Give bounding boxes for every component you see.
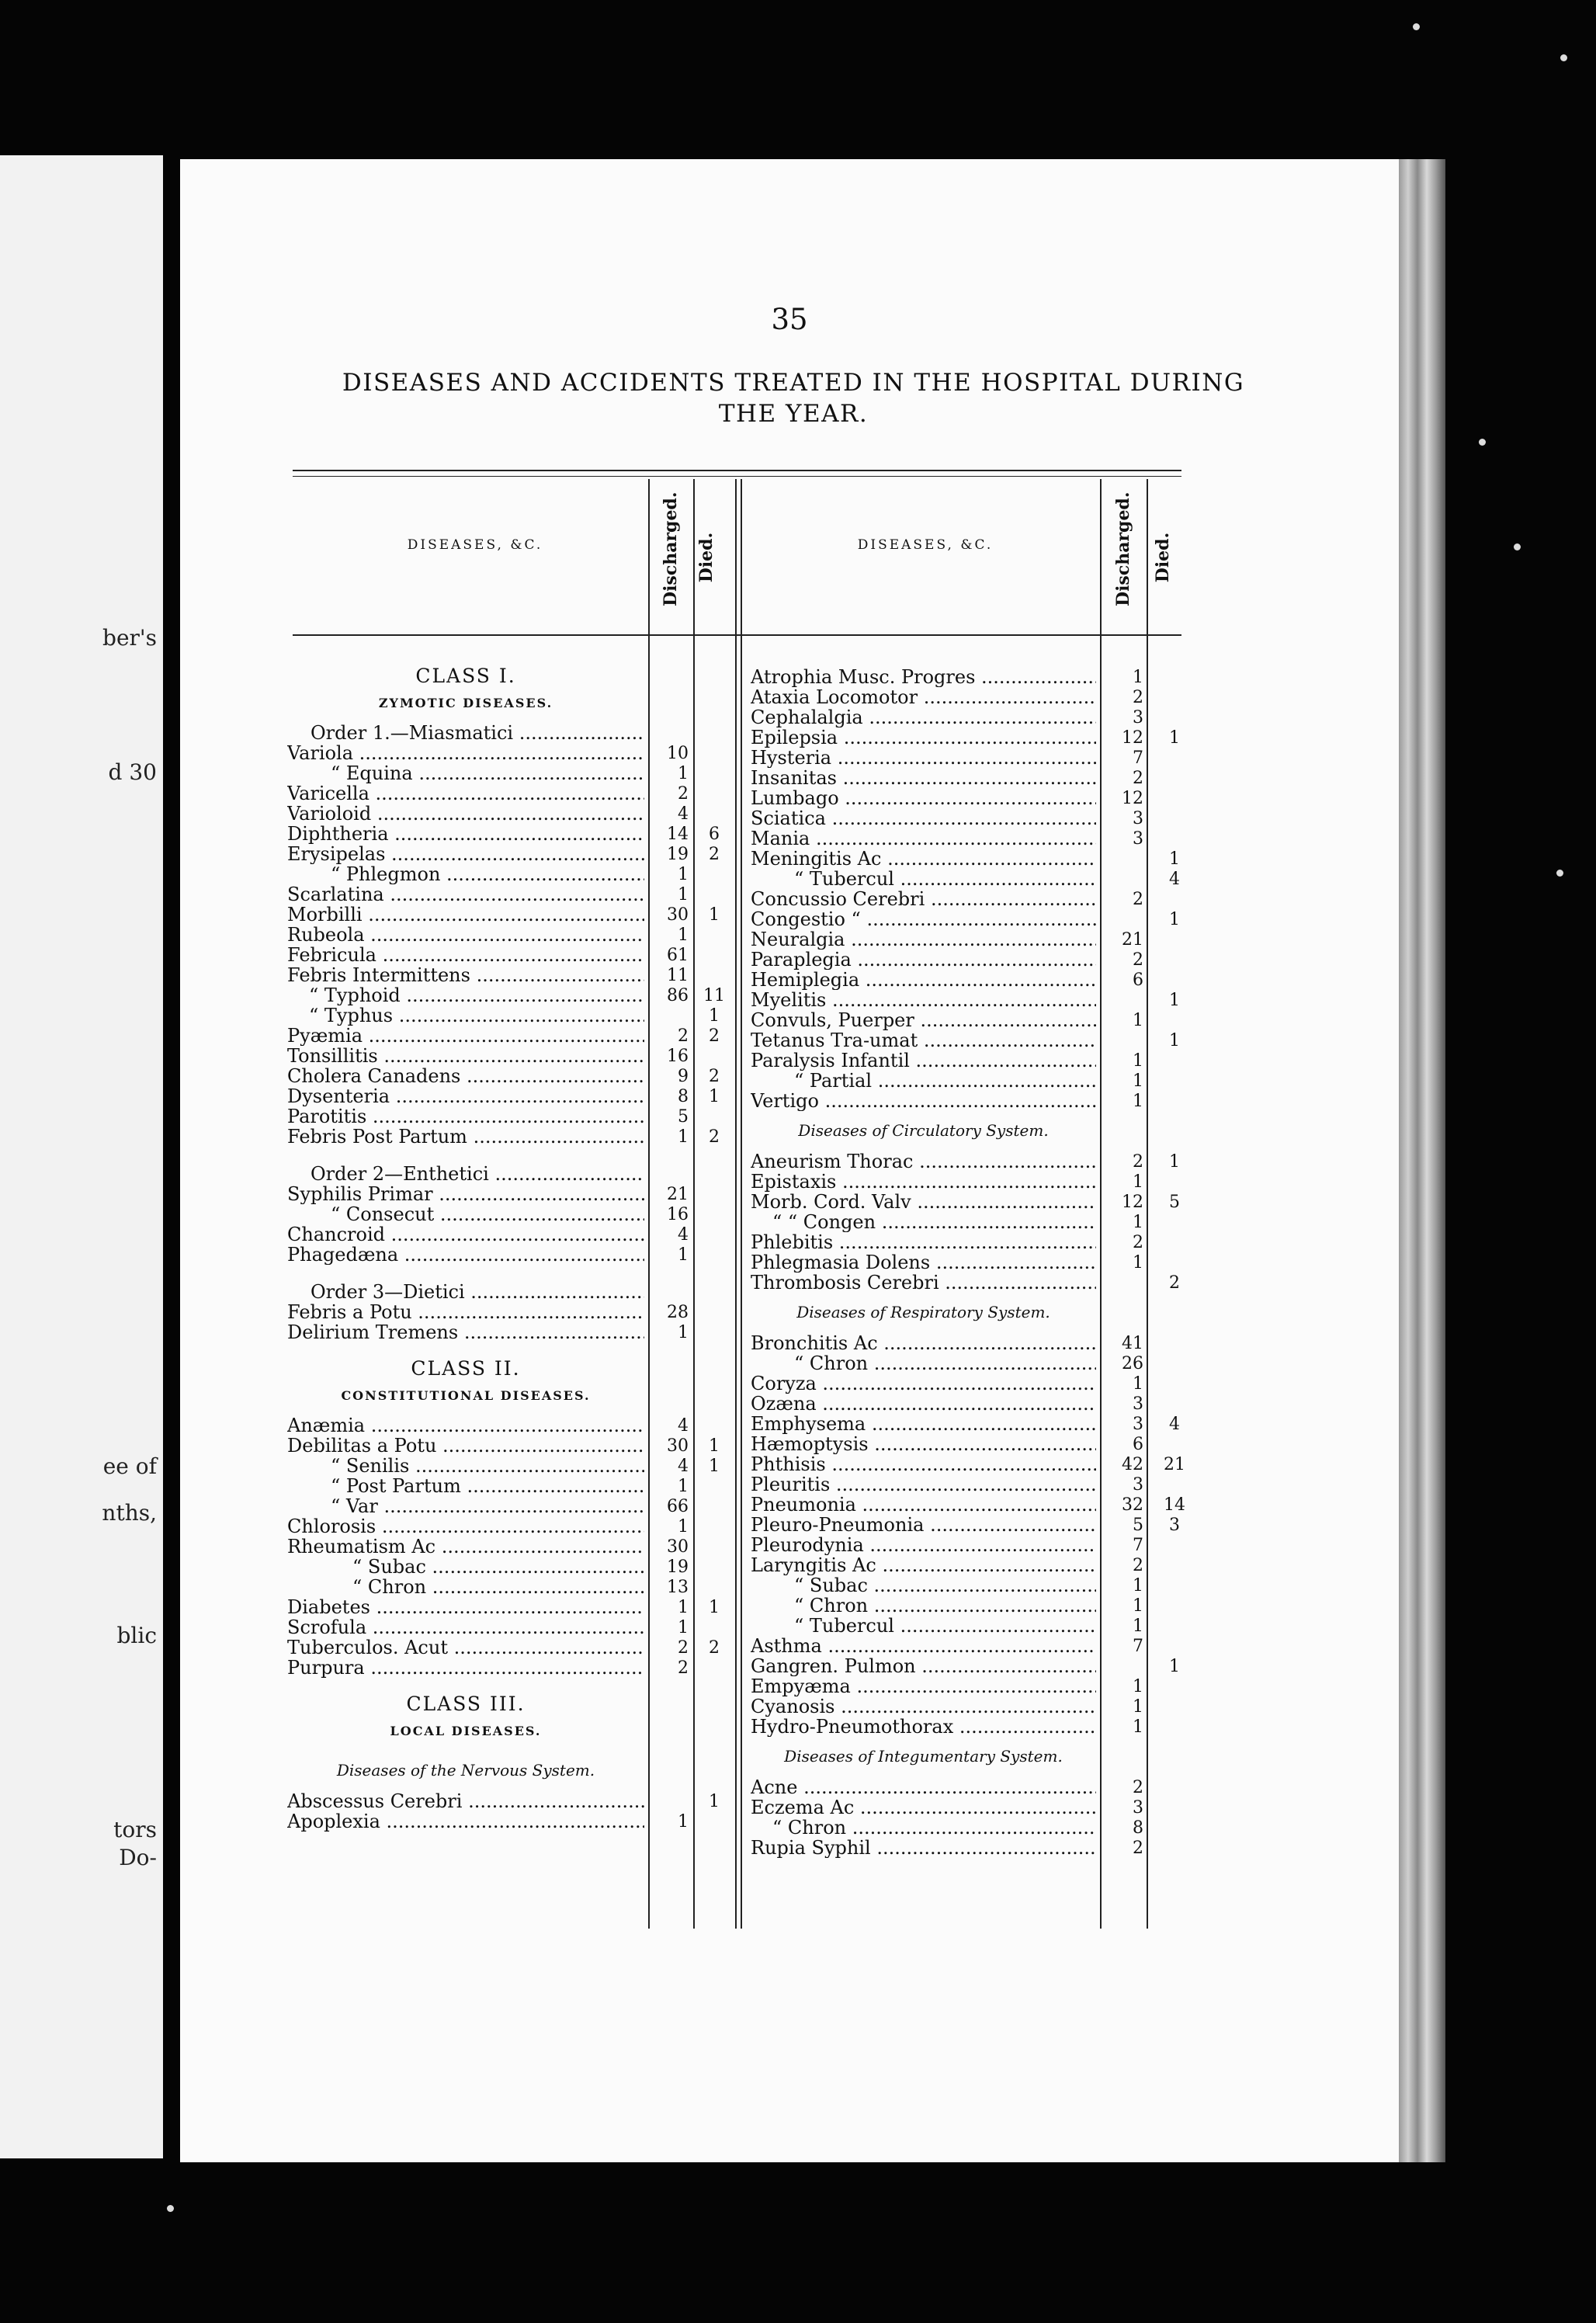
discharged-count: 1 xyxy=(678,1618,689,1637)
disease-name: Hæmoptysis ..... xyxy=(751,1435,1096,1454)
died-count: 1 xyxy=(709,1792,720,1811)
disease-name: Lumbago ..... xyxy=(751,789,1096,808)
discharged-count: 1 xyxy=(1133,1092,1143,1111)
discharged-count: 1 xyxy=(678,1127,689,1147)
discharged-count: 1 xyxy=(678,885,689,905)
discharged-count: 3 xyxy=(1133,708,1143,727)
died-count: 14 xyxy=(1164,1495,1185,1515)
disease-name: Febris a Potu ..... xyxy=(287,1303,644,1322)
discharged-count: 8 xyxy=(678,1087,689,1106)
discharged-count: 30 xyxy=(667,1436,689,1456)
disease-name: “ Typhus ..... xyxy=(309,1006,644,1026)
discharged-count: 16 xyxy=(667,1205,689,1224)
discharged-count: 1 xyxy=(678,1323,689,1342)
discharged-count: 16 xyxy=(667,1047,689,1066)
disease-name: Parotitis ..... xyxy=(287,1107,644,1127)
discharged-count: 2 xyxy=(678,1638,689,1658)
disease-name: Rheumatism Ac ..... xyxy=(287,1537,644,1557)
discharged-count: 1 xyxy=(1133,1697,1143,1717)
class-subheading: CONSTITUTIONAL DISEASES. xyxy=(341,1388,591,1403)
class-heading: CLASS III. xyxy=(406,1693,526,1715)
disease-name: “ Phlegmon ..... xyxy=(331,865,644,884)
left-page-fragment xyxy=(0,155,163,2158)
disease-name: Tetanus Tra-umat ..... xyxy=(751,1031,1096,1050)
died-header-left: Died. xyxy=(696,532,716,583)
discharged-count: 1 xyxy=(678,1245,689,1265)
discharged-count: 1 xyxy=(1133,1071,1143,1091)
died-count: 6 xyxy=(709,825,720,844)
discharged-count: 1 xyxy=(678,1598,689,1617)
page-number: 35 xyxy=(771,303,808,336)
disease-name: Dysenteria ..... xyxy=(287,1087,644,1106)
discharged-count: 1 xyxy=(1133,1253,1143,1273)
discharged-count: 1 xyxy=(1133,1576,1143,1596)
dust-speck xyxy=(1556,870,1563,877)
disease-name: Bronchitis Ac ..... xyxy=(751,1334,1096,1353)
disease-name: “ Senilis ..... xyxy=(331,1457,644,1476)
disease-name: Meningitis Ac ..... xyxy=(751,849,1096,869)
disease-name: Vertigo ..... xyxy=(751,1092,1096,1111)
section-heading: Diseases of Integumentary System. xyxy=(784,1747,1063,1766)
dust-speck xyxy=(1479,439,1486,446)
disease-name: Phlebitis ..... xyxy=(751,1233,1096,1252)
class-heading: CLASS II. xyxy=(411,1357,521,1380)
section-heading: Diseases of the Nervous System. xyxy=(336,1761,595,1780)
discharged-count: 8 xyxy=(1133,1818,1143,1838)
discharged-count: 11 xyxy=(667,966,689,985)
discharged-count: 19 xyxy=(667,845,689,864)
discharged-count: 6 xyxy=(1133,971,1143,990)
discharged-count: 9 xyxy=(678,1067,689,1086)
died-count: 1 xyxy=(1169,1152,1180,1172)
died-count: 2 xyxy=(709,1067,720,1086)
died-count: 1 xyxy=(709,1006,720,1026)
died-count: 1 xyxy=(1169,1657,1180,1676)
disease-name: Eczema Ac ..... xyxy=(751,1798,1096,1818)
died-count: 21 xyxy=(1164,1455,1185,1474)
disease-name: Pleuritis ..... xyxy=(751,1475,1096,1495)
page-edge xyxy=(1399,159,1445,2162)
dust-speck xyxy=(167,2205,174,2212)
disease-name: Paraplegia ..... xyxy=(751,950,1096,970)
discharged-count: 12 xyxy=(1122,789,1143,808)
discharged-count: 13 xyxy=(667,1578,689,1597)
died-count: 1 xyxy=(709,905,720,925)
discharged-count: 2 xyxy=(1133,890,1143,909)
disease-name: Gangren. Pulmon ..... xyxy=(751,1657,1096,1676)
disease-name: Phlegmasia Dolens ..... xyxy=(751,1253,1096,1273)
disease-name: Pneumonia ..... xyxy=(751,1495,1096,1515)
disease-name: Ozæna ..... xyxy=(751,1394,1096,1414)
left-page-text: ber's xyxy=(102,625,157,651)
discharged-count: 1 xyxy=(1133,1596,1143,1616)
disease-name: Erysipelas ..... xyxy=(287,845,644,864)
discharged-count: 10 xyxy=(667,744,689,763)
disease-name: Asthma ..... xyxy=(751,1637,1096,1656)
discharged-header-right: Discharged. xyxy=(1113,491,1133,606)
discharged-count: 3 xyxy=(1133,1394,1143,1414)
disease-name: “ Consecut ..... xyxy=(331,1205,644,1224)
disease-name: Diphtheria ..... xyxy=(287,825,644,844)
disease-name: Apoplexia ..... xyxy=(287,1812,644,1832)
disease-name: Order 3—Dietici ..... xyxy=(311,1283,644,1302)
discharged-count: 1 xyxy=(678,865,689,884)
discharged-count: 30 xyxy=(667,905,689,925)
title-line-2: THE YEAR. xyxy=(718,400,869,428)
disease-name: Febris Intermittens ..... xyxy=(287,966,644,985)
discharged-count: 19 xyxy=(667,1557,689,1577)
discharged-count: 2 xyxy=(678,1658,689,1678)
class-heading: CLASS I. xyxy=(415,665,516,687)
column-divider xyxy=(693,479,695,1929)
died-count: 5 xyxy=(1169,1193,1180,1212)
disease-name: “ Typhoid ..... xyxy=(309,986,644,1005)
left-page-text: tors xyxy=(113,1817,157,1842)
disease-name: Abscessus Cerebri ..... xyxy=(287,1792,644,1811)
disease-name: Hemiplegia ..... xyxy=(751,971,1096,990)
disease-name: Debilitas a Potu ..... xyxy=(287,1436,644,1456)
discharged-count: 7 xyxy=(1133,1637,1143,1656)
disease-name: Convuls, Puerper ..... xyxy=(751,1011,1096,1030)
document-page xyxy=(180,159,1399,2162)
title-line-1: DISEASES AND ACCIDENTS TREATED IN THE HOSPITAL DURING xyxy=(342,369,1245,397)
header-rule-bottom xyxy=(293,634,1181,636)
header-rule-top xyxy=(293,470,1181,471)
dust-speck xyxy=(1514,543,1521,550)
discharged-count: 2 xyxy=(678,784,689,804)
disease-name: Tonsillitis ..... xyxy=(287,1047,644,1066)
discharged-count: 1 xyxy=(1133,668,1143,687)
disease-name: Phthisis ..... xyxy=(751,1455,1096,1474)
disease-name: “ Post Partum ..... xyxy=(331,1477,644,1496)
disease-name: Febris Post Partum ..... xyxy=(287,1127,644,1147)
discharged-count: 3 xyxy=(1133,809,1143,828)
discharged-count: 66 xyxy=(667,1497,689,1516)
header-rule-top-2 xyxy=(293,476,1181,477)
died-count: 1 xyxy=(1169,1031,1180,1050)
discharged-count: 3 xyxy=(1133,1798,1143,1818)
died-count: 2 xyxy=(1169,1273,1180,1293)
died-count: 1 xyxy=(1169,728,1180,748)
disease-name: Cyanosis ..... xyxy=(751,1697,1096,1717)
disease-name: Atrophia Musc. Progres ..... xyxy=(751,668,1096,687)
discharged-count: 2 xyxy=(1133,950,1143,970)
discharged-count: 1 xyxy=(678,764,689,783)
diseases-header-left: DISEASES, &C. xyxy=(407,537,543,553)
disease-name: Laryngitis Ac ..... xyxy=(751,1556,1096,1575)
disease-name: Hydro-Pneumothorax ..... xyxy=(751,1717,1096,1737)
discharged-count: 26 xyxy=(1122,1354,1143,1373)
discharged-count: 5 xyxy=(678,1107,689,1127)
disease-name: Coryza ..... xyxy=(751,1374,1096,1394)
died-count: 2 xyxy=(709,1127,720,1147)
disease-name: “ Equina ..... xyxy=(331,764,644,783)
disease-name: Neuralgia ..... xyxy=(751,930,1096,950)
diseases-header-right: DISEASES, &C. xyxy=(857,537,994,553)
disease-name: “ Tubercul ..... xyxy=(794,870,1096,889)
died-count: 1 xyxy=(1169,910,1180,929)
discharged-count: 21 xyxy=(1122,930,1143,950)
died-count: 2 xyxy=(709,1638,720,1658)
disease-name: Pleurodynia ..... xyxy=(751,1536,1096,1555)
disease-name: Acne ..... xyxy=(751,1778,1096,1797)
section-heading: Diseases of Respiratory System. xyxy=(796,1303,1050,1321)
died-count: 11 xyxy=(703,986,725,1005)
disease-name: “ Var ..... xyxy=(331,1497,644,1516)
discharged-count: 1 xyxy=(678,925,689,945)
disease-name: Phagedæna ..... xyxy=(287,1245,644,1265)
discharged-count: 3 xyxy=(1133,829,1143,849)
discharged-count: 86 xyxy=(667,986,689,1005)
disease-name: Tuberculos. Acut ..... xyxy=(287,1638,644,1658)
died-count: 1 xyxy=(1169,991,1180,1010)
disease-name: Ataxia Locomotor ..... xyxy=(751,688,1096,707)
died-count: 4 xyxy=(1169,1415,1180,1434)
died-header-right: Died. xyxy=(1153,532,1173,583)
disease-name: “ Chron ..... xyxy=(772,1818,1096,1838)
disease-name: “ Subac ..... xyxy=(794,1576,1096,1596)
discharged-count: 14 xyxy=(667,825,689,844)
discharged-count: 1 xyxy=(1133,1717,1143,1737)
discharged-count: 12 xyxy=(1122,1193,1143,1212)
disease-name: “ “ Congen ..... xyxy=(772,1213,1096,1232)
disease-name: Scarlatina ..... xyxy=(287,885,644,905)
discharged-count: 3 xyxy=(1133,1415,1143,1434)
disease-name: Mania ..... xyxy=(751,829,1096,849)
discharged-count: 30 xyxy=(667,1537,689,1557)
left-page-text: d 30 xyxy=(108,759,157,785)
disease-name: Purpura ..... xyxy=(287,1658,644,1678)
disease-name: Pyæmia ..... xyxy=(287,1026,644,1046)
disease-name: “ Partial ..... xyxy=(794,1071,1096,1091)
discharged-count: 2 xyxy=(1133,1152,1143,1172)
discharged-count: 28 xyxy=(667,1303,689,1322)
disease-name: Cholera Canadens ..... xyxy=(287,1067,644,1086)
disease-name: Sciatica ..... xyxy=(751,809,1096,828)
discharged-count: 2 xyxy=(1133,1556,1143,1575)
died-count: 3 xyxy=(1169,1516,1180,1535)
disease-name: Syphilis Primar ..... xyxy=(287,1185,644,1204)
left-page-text: blic xyxy=(116,1623,157,1648)
discharged-count: 2 xyxy=(1133,1233,1143,1252)
died-count: 1 xyxy=(709,1457,720,1476)
disease-name: Morb. Cord. Valv ..... xyxy=(751,1193,1096,1212)
discharged-count: 12 xyxy=(1122,728,1143,748)
discharged-count: 2 xyxy=(678,1026,689,1046)
discharged-count: 1 xyxy=(678,1812,689,1832)
disease-name: Anæmia ..... xyxy=(287,1416,644,1436)
page-title xyxy=(289,367,1298,429)
disease-name: Delirium Tremens ..... xyxy=(287,1323,644,1342)
disease-name: Varicella ..... xyxy=(287,784,644,804)
disease-name: Emphysema ..... xyxy=(751,1415,1096,1434)
disease-name: “ Chron ..... xyxy=(352,1578,644,1597)
discharged-count: 3 xyxy=(1133,1475,1143,1495)
class-subheading: LOCAL DISEASES. xyxy=(390,1724,542,1738)
disease-name: Insanitas ..... xyxy=(751,769,1096,788)
disease-name: Hysteria ..... xyxy=(751,748,1096,768)
disease-name: Epistaxis ..... xyxy=(751,1172,1096,1192)
discharged-count: 1 xyxy=(1133,1374,1143,1394)
disease-name: Chlorosis ..... xyxy=(287,1517,644,1537)
discharged-count: 7 xyxy=(1133,748,1143,768)
disease-name: Congestio “ ..... xyxy=(751,910,1096,929)
discharged-count: 1 xyxy=(1133,1051,1143,1071)
left-page-text: nths, xyxy=(102,1500,157,1526)
discharged-count: 2 xyxy=(1133,1778,1143,1797)
class-subheading: ZYMOTIC DISEASES. xyxy=(378,696,553,710)
discharged-count: 1 xyxy=(1133,1172,1143,1192)
disease-name: Scrofula ..... xyxy=(287,1618,644,1637)
disease-name: Rupia Syphil ..... xyxy=(751,1839,1096,1858)
disease-name: Epilepsia ..... xyxy=(751,728,1096,748)
disease-name: Concussio Cerebri ..... xyxy=(751,890,1096,909)
disease-name: Aneurism Thorac ..... xyxy=(751,1152,1096,1172)
disease-name: Febricula ..... xyxy=(287,946,644,965)
disease-name: Morbilli ..... xyxy=(287,905,644,925)
disease-name: Rubeola ..... xyxy=(287,925,644,945)
discharged-count: 7 xyxy=(1133,1536,1143,1555)
dust-speck xyxy=(1413,23,1420,30)
discharged-count: 1 xyxy=(678,1517,689,1537)
disease-name: Myelitis ..... xyxy=(751,991,1096,1010)
disease-name: Diabetes ..... xyxy=(287,1598,644,1617)
left-page-text: Do- xyxy=(119,1845,157,1870)
disease-name: Pleuro-Pneumonia ..... xyxy=(751,1516,1096,1535)
discharged-count: 1 xyxy=(678,1477,689,1496)
disease-name: “ Subac ..... xyxy=(352,1557,644,1577)
disease-name: Variola ..... xyxy=(287,744,644,763)
column-divider xyxy=(741,479,742,1929)
section-heading: Diseases of Circulatory System. xyxy=(798,1121,1049,1140)
discharged-count: 1 xyxy=(1133,1616,1143,1636)
column-divider xyxy=(735,479,737,1929)
disease-name: “ Tubercul ..... xyxy=(794,1616,1096,1636)
disease-name: Paralysis Infantil ..... xyxy=(751,1051,1096,1071)
disease-name: Empyæma ..... xyxy=(751,1677,1096,1696)
discharged-count: 4 xyxy=(678,1225,689,1245)
discharged-count: 4 xyxy=(678,1416,689,1436)
discharged-count: 41 xyxy=(1122,1334,1143,1353)
discharged-count: 61 xyxy=(667,946,689,965)
disease-name: Varioloid ..... xyxy=(287,804,644,824)
discharged-count: 5 xyxy=(1133,1516,1143,1535)
disease-name: “ Chron ..... xyxy=(794,1596,1096,1616)
discharged-count: 4 xyxy=(678,804,689,824)
discharged-count: 21 xyxy=(667,1185,689,1204)
dust-speck xyxy=(1560,54,1567,61)
discharged-count: 2 xyxy=(1133,769,1143,788)
died-count: 1 xyxy=(709,1598,720,1617)
discharged-count: 6 xyxy=(1133,1435,1143,1454)
died-count: 2 xyxy=(709,1026,720,1046)
left-page-text: ee of xyxy=(102,1453,157,1479)
disease-name: Chancroid ..... xyxy=(287,1225,644,1245)
disease-name: Order 2—Enthetici ..... xyxy=(311,1165,644,1184)
discharged-count: 1 xyxy=(1133,1213,1143,1232)
disease-name: Cephalalgia ..... xyxy=(751,708,1096,727)
disease-name: “ Chron ..... xyxy=(794,1354,1096,1373)
died-count: 4 xyxy=(1169,870,1180,889)
disease-name: Thrombosis Cerebri ..... xyxy=(751,1273,1096,1293)
died-count: 2 xyxy=(709,845,720,864)
discharged-count: 42 xyxy=(1122,1455,1143,1474)
discharged-header-left: Discharged. xyxy=(661,491,681,606)
died-count: 1 xyxy=(709,1436,720,1456)
discharged-count: 2 xyxy=(1133,688,1143,707)
discharged-count: 4 xyxy=(678,1457,689,1476)
discharged-count: 1 xyxy=(1133,1011,1143,1030)
discharged-count: 1 xyxy=(1133,1677,1143,1696)
died-count: 1 xyxy=(709,1087,720,1106)
died-count: 1 xyxy=(1169,849,1180,869)
discharged-count: 2 xyxy=(1133,1839,1143,1858)
discharged-count: 32 xyxy=(1122,1495,1143,1515)
disease-name: Order 1.—Miasmatici ..... xyxy=(311,724,644,743)
